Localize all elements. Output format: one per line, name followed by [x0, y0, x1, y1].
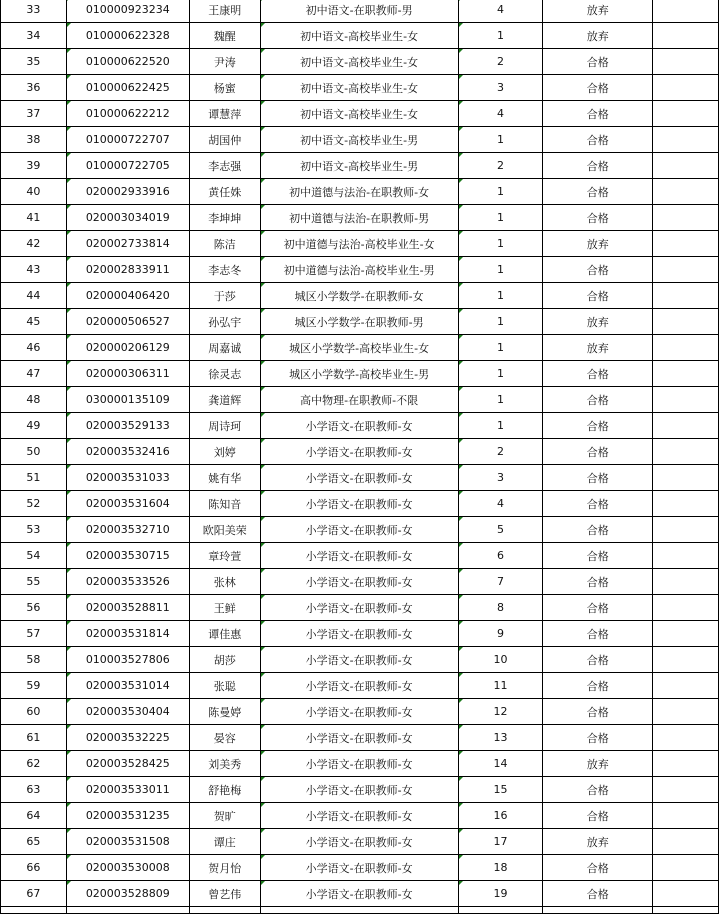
result-status: 合格	[543, 517, 653, 543]
candidate-name: 王康明	[189, 0, 260, 23]
table-row	[1, 101, 719, 127]
candidate-name: 龚道辉	[189, 387, 260, 413]
row-number: 53	[1, 517, 67, 543]
result-status: 合格	[543, 699, 653, 725]
exam-number: 020003531604	[66, 491, 189, 517]
row-number: 37	[1, 101, 67, 127]
rank: 6	[458, 543, 543, 569]
row-number: 62	[1, 751, 67, 777]
candidate-name: 曾艺伟	[189, 881, 260, 907]
row-number: 61	[1, 725, 67, 751]
row-number: 51	[1, 465, 67, 491]
rank: 10	[458, 647, 543, 673]
result-status: 放弃	[543, 335, 653, 361]
result-status: 放弃	[543, 0, 653, 23]
position-name: 小学语文-在职教师-女	[260, 829, 458, 855]
table-row	[1, 361, 719, 387]
remark-cell	[653, 205, 719, 231]
result-status: 合格	[543, 569, 653, 595]
table-row	[1, 751, 719, 777]
candidate-name: 晏容	[189, 725, 260, 751]
table-row	[1, 205, 719, 231]
row-number: 60	[1, 699, 67, 725]
row-number: 43	[1, 257, 67, 283]
row-number: 45	[1, 309, 67, 335]
exam-number: 020003034019	[66, 205, 189, 231]
candidate-name: 杨蜜	[189, 75, 260, 101]
candidate-name: 欧阳美荣	[189, 517, 260, 543]
exam-number: 020003533011	[66, 777, 189, 803]
exam-number: 020003528809	[66, 881, 189, 907]
exam-number: 020000206129	[66, 335, 189, 361]
table-cell	[189, 907, 260, 914]
remark-cell	[653, 387, 719, 413]
row-number: 49	[1, 413, 67, 439]
result-status: 合格	[543, 543, 653, 569]
table-row	[1, 803, 719, 829]
table-row	[1, 387, 719, 413]
result-status: 放弃	[543, 309, 653, 335]
rank: 3	[458, 75, 543, 101]
result-status: 合格	[543, 387, 653, 413]
remark-cell	[653, 777, 719, 803]
position-name: 小学语文-在职教师-女	[260, 647, 458, 673]
remark-cell	[653, 517, 719, 543]
candidate-name: 陈知音	[189, 491, 260, 517]
remark-cell	[653, 855, 719, 881]
candidate-name: 刘婷	[189, 439, 260, 465]
rank: 8	[458, 595, 543, 621]
exam-number: 020003532416	[66, 439, 189, 465]
candidate-name: 谭庄	[189, 829, 260, 855]
row-number: 38	[1, 127, 67, 153]
remark-cell	[653, 101, 719, 127]
row-number: 33	[1, 0, 67, 23]
rank: 19	[458, 881, 543, 907]
position-name: 初中道德与法治-在职教师-女	[260, 179, 458, 205]
position-name: 小学语文-在职教师-女	[260, 777, 458, 803]
result-status: 合格	[543, 803, 653, 829]
remark-cell	[653, 127, 719, 153]
exam-number: 010000622328	[66, 23, 189, 49]
table-row-partial	[1, 907, 719, 914]
result-status: 合格	[543, 257, 653, 283]
candidate-name: 贺旷	[189, 803, 260, 829]
rank: 17	[458, 829, 543, 855]
candidate-name: 孙弘宇	[189, 309, 260, 335]
position-name: 初中语文-高校毕业生-女	[260, 101, 458, 127]
remark-cell	[653, 309, 719, 335]
table-row	[1, 699, 719, 725]
row-number: 50	[1, 439, 67, 465]
position-name: 小学语文-在职教师-女	[260, 413, 458, 439]
exam-number: 010000622520	[66, 49, 189, 75]
position-name: 城区小学数学-高校毕业生-女	[260, 335, 458, 361]
position-name: 小学语文-在职教师-女	[260, 725, 458, 751]
candidate-name: 刘美秀	[189, 751, 260, 777]
position-name: 城区小学数学-在职教师-男	[260, 309, 458, 335]
exam-number: 020000506527	[66, 309, 189, 335]
row-number: 66	[1, 855, 67, 881]
row-number: 36	[1, 75, 67, 101]
candidate-name: 于莎	[189, 283, 260, 309]
remark-cell	[653, 803, 719, 829]
remark-cell	[653, 439, 719, 465]
exam-number: 010000722705	[66, 153, 189, 179]
remark-cell	[653, 361, 719, 387]
exam-number: 020003532710	[66, 517, 189, 543]
result-status: 合格	[543, 49, 653, 75]
table-row	[1, 257, 719, 283]
exam-number: 010000622425	[66, 75, 189, 101]
rank: 4	[458, 0, 543, 23]
candidate-name: 谭慧萍	[189, 101, 260, 127]
rank: 2	[458, 153, 543, 179]
position-name: 小学语文-在职教师-女	[260, 881, 458, 907]
rank: 1	[458, 231, 543, 257]
result-status: 合格	[543, 179, 653, 205]
table-row	[1, 413, 719, 439]
position-name: 小学语文-在职教师-女	[260, 855, 458, 881]
rank: 3	[458, 465, 543, 491]
position-name: 小学语文-在职教师-女	[260, 491, 458, 517]
position-name: 初中语文-高校毕业生-女	[260, 75, 458, 101]
remark-cell	[653, 881, 719, 907]
candidate-name: 舒艳梅	[189, 777, 260, 803]
remark-cell	[653, 543, 719, 569]
position-name: 小学语文-在职教师-女	[260, 517, 458, 543]
candidate-name: 周诗珂	[189, 413, 260, 439]
remark-cell	[653, 673, 719, 699]
rank: 1	[458, 257, 543, 283]
position-name: 小学语文-在职教师-女	[260, 439, 458, 465]
exam-number: 020002933916	[66, 179, 189, 205]
remark-cell	[653, 725, 719, 751]
exam-number: 010000923234	[66, 0, 189, 23]
rank: 1	[458, 23, 543, 49]
table-row	[1, 49, 719, 75]
result-status: 放弃	[543, 829, 653, 855]
row-number: 48	[1, 387, 67, 413]
row-number: 58	[1, 647, 67, 673]
position-name: 初中语文-高校毕业生-男	[260, 153, 458, 179]
rank: 15	[458, 777, 543, 803]
exam-number: 010000622212	[66, 101, 189, 127]
table-row	[1, 23, 719, 49]
exam-number: 020003531814	[66, 621, 189, 647]
exam-number: 020003530715	[66, 543, 189, 569]
remark-cell	[653, 153, 719, 179]
table-row	[1, 153, 719, 179]
row-number: 34	[1, 23, 67, 49]
row-number: 64	[1, 803, 67, 829]
rank: 9	[458, 621, 543, 647]
rank: 16	[458, 803, 543, 829]
table-row	[1, 855, 719, 881]
remark-cell	[653, 647, 719, 673]
result-status: 合格	[543, 413, 653, 439]
candidate-name: 周嘉诚	[189, 335, 260, 361]
table-row	[1, 465, 719, 491]
rank: 13	[458, 725, 543, 751]
position-name: 初中语文-高校毕业生-女	[260, 23, 458, 49]
table-row	[1, 725, 719, 751]
rank: 1	[458, 361, 543, 387]
row-number: 40	[1, 179, 67, 205]
row-number: 63	[1, 777, 67, 803]
candidate-name: 姚有华	[189, 465, 260, 491]
remark-cell	[653, 335, 719, 361]
rank: 1	[458, 179, 543, 205]
exam-number: 020000406420	[66, 283, 189, 309]
table-row	[1, 0, 719, 23]
candidate-name: 张聪	[189, 673, 260, 699]
exam-number: 020003531014	[66, 673, 189, 699]
position-name: 高中物理-在职教师-不限	[260, 387, 458, 413]
position-name: 小学语文-在职教师-女	[260, 621, 458, 647]
exam-number: 020003532225	[66, 725, 189, 751]
result-status: 合格	[543, 465, 653, 491]
exam-number: 030000135109	[66, 387, 189, 413]
row-number: 67	[1, 881, 67, 907]
candidate-name: 李坤坤	[189, 205, 260, 231]
rank: 1	[458, 283, 543, 309]
remark-cell	[653, 491, 719, 517]
position-name: 小学语文-在职教师-女	[260, 673, 458, 699]
candidate-name: 胡莎	[189, 647, 260, 673]
table-row	[1, 231, 719, 257]
rank: 11	[458, 673, 543, 699]
row-number: 55	[1, 569, 67, 595]
result-status: 合格	[543, 777, 653, 803]
result-status: 合格	[543, 621, 653, 647]
remark-cell	[653, 621, 719, 647]
rank: 7	[458, 569, 543, 595]
row-number: 54	[1, 543, 67, 569]
table-row	[1, 335, 719, 361]
table-cell	[458, 907, 543, 914]
exam-number: 020003530008	[66, 855, 189, 881]
exam-number: 020003531508	[66, 829, 189, 855]
position-name: 小学语文-在职教师-女	[260, 595, 458, 621]
candidate-name: 贺月怡	[189, 855, 260, 881]
row-number: 59	[1, 673, 67, 699]
candidate-name: 李志强	[189, 153, 260, 179]
table-row	[1, 127, 719, 153]
table-row	[1, 439, 719, 465]
result-status: 放弃	[543, 751, 653, 777]
candidate-name: 陈洁	[189, 231, 260, 257]
remark-cell	[653, 49, 719, 75]
table-cell	[66, 907, 189, 914]
position-name: 小学语文-在职教师-女	[260, 751, 458, 777]
position-name: 初中语文-高校毕业生-女	[260, 49, 458, 75]
result-status: 合格	[543, 361, 653, 387]
rank: 14	[458, 751, 543, 777]
row-number: 42	[1, 231, 67, 257]
table-row	[1, 569, 719, 595]
exam-number: 020003530404	[66, 699, 189, 725]
exam-number: 020002733814	[66, 231, 189, 257]
position-name: 初中道德与法治-高校毕业生-女	[260, 231, 458, 257]
candidate-name: 魏醒	[189, 23, 260, 49]
row-number: 65	[1, 829, 67, 855]
table-row	[1, 517, 719, 543]
result-status: 合格	[543, 491, 653, 517]
rank: 1	[458, 335, 543, 361]
result-status: 合格	[543, 283, 653, 309]
position-name: 初中语文-在职教师-男	[260, 0, 458, 23]
exam-number: 020003528425	[66, 751, 189, 777]
table-row	[1, 621, 719, 647]
position-name: 城区小学数学-高校毕业生-男	[260, 361, 458, 387]
remark-cell	[653, 465, 719, 491]
candidate-name: 陈曼婷	[189, 699, 260, 725]
result-status: 放弃	[543, 231, 653, 257]
table-cell	[260, 907, 458, 914]
remark-cell	[653, 23, 719, 49]
result-status: 合格	[543, 595, 653, 621]
rank: 1	[458, 387, 543, 413]
candidate-name: 王鲜	[189, 595, 260, 621]
table-row	[1, 881, 719, 907]
remark-cell	[653, 257, 719, 283]
exam-number: 020000306311	[66, 361, 189, 387]
result-status: 合格	[543, 673, 653, 699]
rank: 4	[458, 491, 543, 517]
row-number: 57	[1, 621, 67, 647]
candidate-name: 章玲萱	[189, 543, 260, 569]
position-name: 初中道德与法治-在职教师-男	[260, 205, 458, 231]
result-status: 合格	[543, 855, 653, 881]
results-table-body	[1, 0, 719, 914]
remark-cell	[653, 829, 719, 855]
position-name: 小学语文-在职教师-女	[260, 465, 458, 491]
table-row	[1, 673, 719, 699]
result-status: 合格	[543, 75, 653, 101]
rank: 1	[458, 127, 543, 153]
exam-number: 020003528811	[66, 595, 189, 621]
position-name: 小学语文-在职教师-女	[260, 543, 458, 569]
result-status: 放弃	[543, 23, 653, 49]
rank: 1	[458, 205, 543, 231]
rank: 18	[458, 855, 543, 881]
table-row	[1, 491, 719, 517]
rank: 2	[458, 49, 543, 75]
table-row	[1, 647, 719, 673]
table-row	[1, 75, 719, 101]
candidate-name: 谭佳惠	[189, 621, 260, 647]
candidate-name: 张林	[189, 569, 260, 595]
exam-number: 020003529133	[66, 413, 189, 439]
table-row	[1, 829, 719, 855]
result-status: 合格	[543, 725, 653, 751]
remark-cell	[653, 751, 719, 777]
position-name: 小学语文-在职教师-女	[260, 569, 458, 595]
result-status: 合格	[543, 153, 653, 179]
rank: 1	[458, 413, 543, 439]
exam-number: 020003531235	[66, 803, 189, 829]
result-status: 合格	[543, 647, 653, 673]
row-number: 35	[1, 49, 67, 75]
candidate-name: 尹涛	[189, 49, 260, 75]
position-name: 初中语文-高校毕业生-男	[260, 127, 458, 153]
table-row	[1, 543, 719, 569]
result-status: 合格	[543, 127, 653, 153]
position-name: 初中道德与法治-高校毕业生-男	[260, 257, 458, 283]
candidate-name: 黄任姝	[189, 179, 260, 205]
result-status: 合格	[543, 101, 653, 127]
result-status: 合格	[543, 439, 653, 465]
remark-cell	[653, 413, 719, 439]
table-row	[1, 309, 719, 335]
remark-cell	[653, 75, 719, 101]
remark-cell	[653, 569, 719, 595]
row-number: 47	[1, 361, 67, 387]
position-name: 城区小学数学-在职教师-女	[260, 283, 458, 309]
exam-number: 010000722707	[66, 127, 189, 153]
candidate-name: 李志冬	[189, 257, 260, 283]
table-cell	[543, 907, 653, 914]
position-name: 小学语文-在职教师-女	[260, 803, 458, 829]
candidate-name: 胡国仲	[189, 127, 260, 153]
table-cell	[1, 907, 67, 914]
remark-cell	[653, 0, 719, 23]
result-status: 合格	[543, 205, 653, 231]
candidate-name: 徐灵志	[189, 361, 260, 387]
remark-cell	[653, 595, 719, 621]
rank: 1	[458, 309, 543, 335]
row-number: 46	[1, 335, 67, 361]
table-row	[1, 777, 719, 803]
row-number: 41	[1, 205, 67, 231]
exam-number: 020002833911	[66, 257, 189, 283]
remark-cell	[653, 283, 719, 309]
exam-number: 020003533526	[66, 569, 189, 595]
table-row	[1, 595, 719, 621]
row-number: 56	[1, 595, 67, 621]
rank: 4	[458, 101, 543, 127]
rank: 5	[458, 517, 543, 543]
exam-number: 010003527806	[66, 647, 189, 673]
table-cell	[653, 907, 719, 914]
row-number: 52	[1, 491, 67, 517]
position-name: 小学语文-在职教师-女	[260, 699, 458, 725]
remark-cell	[653, 231, 719, 257]
table-row	[1, 179, 719, 205]
exam-number: 020003531033	[66, 465, 189, 491]
remark-cell	[653, 179, 719, 205]
rank: 12	[458, 699, 543, 725]
remark-cell	[653, 699, 719, 725]
rank: 2	[458, 439, 543, 465]
table-row	[1, 283, 719, 309]
row-number: 44	[1, 283, 67, 309]
row-number: 39	[1, 153, 67, 179]
result-status: 合格	[543, 881, 653, 907]
